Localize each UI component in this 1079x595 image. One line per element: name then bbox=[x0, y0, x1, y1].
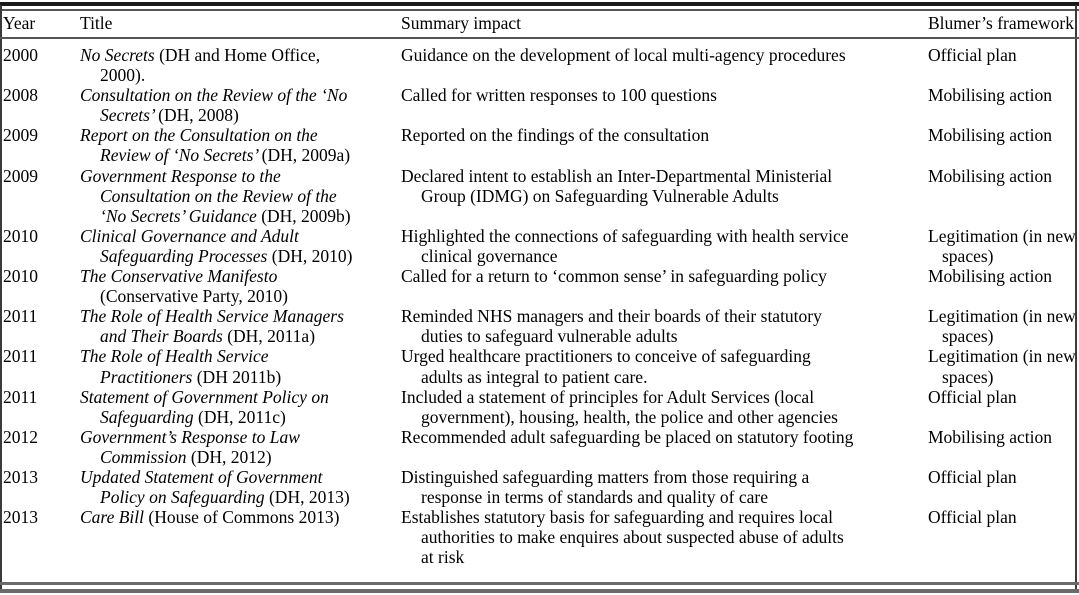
cell-framework bbox=[928, 45, 1077, 65]
cell-summary-impact bbox=[401, 85, 925, 105]
framework-line: Mobilising action bbox=[928, 165, 1052, 186]
cell-summary-impact bbox=[401, 266, 925, 286]
cell-summary-impact bbox=[401, 467, 925, 507]
cell-year: 2009 bbox=[3, 125, 38, 146]
table-row bbox=[0, 306, 1079, 346]
cell-framework bbox=[928, 507, 1077, 527]
title-citation: (Conservative Party, 2010) bbox=[100, 286, 288, 307]
cell-framework bbox=[928, 427, 1077, 447]
title-line: Care Bill (House of Commons 2013) bbox=[80, 507, 340, 528]
framework-line: Official plan bbox=[928, 466, 1017, 487]
table-row bbox=[0, 346, 1079, 386]
cell-framework bbox=[928, 266, 1077, 286]
framework-line: spaces) bbox=[942, 366, 994, 387]
summary-line: Establishes statutory basis for safeguarding and requires local bbox=[401, 507, 834, 528]
cell-framework bbox=[928, 166, 1077, 186]
table-row bbox=[0, 507, 1079, 567]
framework-line: Legitimation (in new bbox=[928, 306, 1076, 327]
cell-summary-impact bbox=[401, 125, 925, 145]
summary-line: Guidance on the development of local multi-agency procedures bbox=[401, 45, 846, 65]
summary-line: response in terms of standards and quality of care bbox=[421, 487, 768, 508]
title-line: Consultation on the Review of the ‘No bbox=[80, 85, 348, 106]
summary-line: Reported on the findings of the consultation bbox=[401, 125, 710, 146]
table-header-row bbox=[0, 13, 1079, 37]
framework-line: spaces) bbox=[942, 245, 994, 266]
table-top-border-thin bbox=[0, 9, 1079, 11]
title-line: The Conservative Manifesto bbox=[80, 266, 278, 287]
table-row bbox=[0, 45, 1079, 85]
summary-line: clinical governance bbox=[421, 245, 558, 266]
cell-year: 2009 bbox=[3, 165, 38, 186]
cell-summary-impact bbox=[401, 346, 925, 386]
summary-line: Recommended adult safeguarding be placed on statutory footing bbox=[401, 426, 854, 447]
framework-line: Mobilising action bbox=[928, 125, 1052, 146]
cell-year: 2013 bbox=[3, 466, 38, 487]
cell-year: 2000 bbox=[3, 45, 38, 65]
cell-summary-impact bbox=[401, 166, 925, 206]
cell-title bbox=[80, 166, 398, 226]
title-line: Government Response to the bbox=[80, 165, 281, 186]
title-line: The Role of Health Service bbox=[80, 346, 269, 367]
summary-line: Highlighted the connections of safeguarding with health service bbox=[401, 225, 849, 246]
framework-line: Legitimation (in new bbox=[928, 346, 1076, 367]
summary-line: Declared intent to establish an Inter-Departmental Ministerial bbox=[401, 165, 833, 186]
cell-year: 2010 bbox=[3, 225, 38, 246]
title-line: Clinical Governance and Adult bbox=[80, 225, 299, 246]
table-body bbox=[0, 45, 1079, 567]
title-line: Report on the Consultation on the bbox=[80, 125, 318, 146]
title-line: The Role of Health Service Managers bbox=[80, 306, 344, 327]
table-row bbox=[0, 467, 1079, 507]
framework-line: Official plan bbox=[928, 386, 1017, 407]
cell-framework bbox=[928, 125, 1077, 145]
table-top-border-thick bbox=[0, 2, 1079, 6]
cell-framework bbox=[928, 346, 1077, 386]
framework-line: Mobilising action bbox=[928, 266, 1052, 287]
cell-title bbox=[80, 125, 398, 165]
cell-framework bbox=[928, 85, 1077, 105]
title-line: Review of ‘No Secrets’ (DH, 2009a) bbox=[100, 145, 351, 166]
cell-year: 2011 bbox=[3, 386, 38, 407]
cell-title bbox=[80, 306, 398, 346]
summary-line: Called for written responses to 100 questions bbox=[401, 85, 717, 106]
cell-title bbox=[80, 266, 398, 306]
cell-summary-impact bbox=[401, 306, 925, 346]
table-row bbox=[0, 387, 1079, 427]
cell-summary-impact bbox=[401, 387, 925, 427]
framework-line: Mobilising action bbox=[928, 85, 1052, 106]
summary-line: government), housing, health, the police and other agencies bbox=[421, 406, 838, 427]
cell-year: 2008 bbox=[3, 85, 38, 106]
title-citation: (DH, 2013) bbox=[268, 487, 350, 508]
header-separator-rule bbox=[0, 37, 1079, 39]
cell-summary-impact bbox=[401, 427, 925, 447]
title-citation: (DH, 2011a) bbox=[227, 326, 316, 347]
summary-line: Urged healthcare practitioners to conceive of safeguarding bbox=[401, 346, 811, 367]
cell-title bbox=[80, 387, 398, 427]
cell-title bbox=[80, 85, 398, 125]
title-citation: (DH, 2012) bbox=[190, 446, 272, 467]
title-line bbox=[80, 65, 398, 85]
cell-year: 2013 bbox=[3, 507, 38, 528]
summary-line: authorities to make enquires about suspected abuse of adults bbox=[421, 527, 844, 548]
title-citation: (House of Commons 2013) bbox=[148, 507, 340, 528]
title-line: Updated Statement of Government bbox=[80, 466, 323, 487]
summary-line: Included a statement of principles for Adult Services (local bbox=[401, 386, 815, 407]
framework-line: spaces) bbox=[942, 326, 994, 347]
framework-line: Official plan bbox=[928, 45, 1017, 65]
title-line: Practitioners (DH 2011b) bbox=[100, 366, 282, 387]
cell-year: 2010 bbox=[3, 266, 38, 287]
cell-title bbox=[80, 226, 398, 266]
table-row bbox=[0, 166, 1079, 226]
title-citation: (DH, 2010) bbox=[271, 245, 353, 266]
table-row bbox=[0, 266, 1079, 306]
title-line: Safeguarding Processes (DH, 2010) bbox=[100, 245, 353, 266]
title-citation: (DH, 2009b) bbox=[261, 205, 351, 226]
cell-summary-impact bbox=[401, 226, 925, 266]
summary-line: Distinguished safeguarding matters from those requiring a bbox=[401, 466, 810, 487]
title-line: and Their Boards (DH, 2011a) bbox=[100, 326, 316, 347]
summary-line: at risk bbox=[421, 547, 465, 568]
framework-line: Legitimation (in new bbox=[928, 225, 1076, 246]
cell-summary-impact bbox=[401, 45, 925, 65]
cell-title bbox=[80, 467, 398, 507]
table-bottom-border-thick bbox=[0, 589, 1079, 593]
summary-line: duties to safeguard vulnerable adults bbox=[421, 326, 678, 347]
title-citation: (DH 2011b) bbox=[196, 366, 282, 387]
title-line: Secrets’ (DH, 2008) bbox=[100, 105, 239, 126]
cell-title bbox=[80, 346, 398, 386]
cell-framework bbox=[928, 387, 1077, 407]
column-header-summary: Summary impact bbox=[401, 13, 522, 33]
cell-title bbox=[80, 427, 398, 467]
cell-framework bbox=[928, 226, 1077, 266]
title-line: ‘No Secrets’ Guidance (DH, 2009b) bbox=[100, 205, 351, 226]
title-citation: (DH, 2009a) bbox=[261, 145, 351, 166]
cell-year: 2011 bbox=[3, 346, 38, 367]
title-line: Government’s Response to Law bbox=[80, 426, 300, 447]
title-line: No Secrets (DH and Home Office, bbox=[80, 45, 321, 65]
column-header-framework: Blumer’s framework bbox=[928, 13, 1074, 33]
column-header-title: Title bbox=[80, 13, 113, 33]
title-citation: (DH, 2011c) bbox=[198, 406, 286, 427]
summary-line: Reminded NHS managers and their boards of their statutory bbox=[401, 306, 822, 327]
cell-year: 2011 bbox=[3, 306, 38, 327]
table-bottom-border-thin bbox=[0, 582, 1079, 585]
title-citation: (DH and Home Office, bbox=[159, 45, 321, 65]
cell-summary-impact bbox=[401, 507, 925, 567]
title-line: Commission (DH, 2012) bbox=[100, 446, 272, 467]
title-line: Policy on Safeguarding (DH, 2013) bbox=[100, 487, 350, 508]
title-citation: 2000). bbox=[100, 65, 146, 86]
summary-line: Called for a return to ‘common sense’ in safeguarding policy bbox=[401, 266, 827, 287]
table-row bbox=[0, 427, 1079, 467]
table-row bbox=[0, 125, 1079, 165]
framework-line: Official plan bbox=[928, 507, 1017, 528]
title-line: Statement of Government Policy on bbox=[80, 386, 329, 407]
title-line bbox=[80, 286, 398, 306]
table-row bbox=[0, 85, 1079, 125]
summary-line: adults as integral to patient care. bbox=[421, 366, 648, 387]
cell-framework bbox=[928, 306, 1077, 346]
title-line: Safeguarding (DH, 2011c) bbox=[100, 406, 286, 427]
summary-line: Group (IDMG) on Safeguarding Vulnerable Adults bbox=[421, 185, 779, 206]
title-line: Consultation on the Review of the bbox=[100, 185, 337, 206]
cell-title bbox=[80, 45, 398, 85]
title-citation: (DH, 2008) bbox=[158, 105, 239, 126]
cell-framework bbox=[928, 467, 1077, 487]
cell-title bbox=[80, 507, 398, 527]
cell-year: 2012 bbox=[3, 426, 38, 447]
table-row bbox=[0, 226, 1079, 266]
framework-line: Mobilising action bbox=[928, 426, 1052, 447]
column-header-year: Year bbox=[3, 13, 36, 33]
